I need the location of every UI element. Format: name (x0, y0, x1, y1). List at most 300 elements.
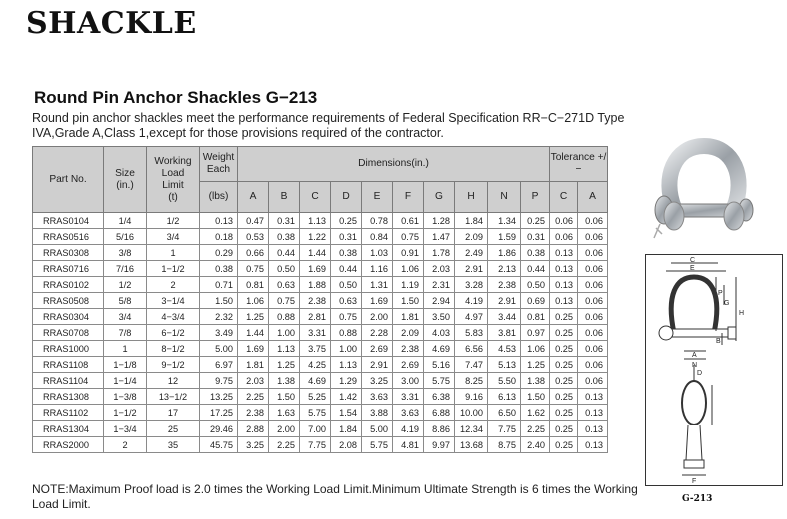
table-cell: 1.31 (362, 277, 393, 293)
table-cell: 0.31 (331, 229, 362, 245)
table-cell: 0.63 (331, 293, 362, 309)
table-cell: 1.44 (238, 325, 269, 341)
table-cell: 7.00 (300, 421, 331, 437)
table-cell: 0.06 (550, 229, 578, 245)
table-cell: 1.25 (238, 309, 269, 325)
col-dim: D (331, 182, 362, 213)
table-cell: 1.13 (331, 357, 362, 373)
table-cell: 0.75 (269, 293, 300, 309)
table-cell: 4.25 (300, 357, 331, 373)
table-cell: 9.16 (455, 389, 488, 405)
table-cell: 1.25 (521, 357, 550, 373)
drawing-pin (664, 329, 734, 337)
table-cell: 17.25 (200, 405, 238, 421)
table-cell: 0.06 (578, 245, 608, 261)
table-cell: 12.34 (455, 421, 488, 437)
col-tol: C (550, 182, 578, 213)
table-cell: 1.86 (488, 245, 521, 261)
col-wll (147, 147, 200, 213)
table-cell: 0.63 (269, 277, 300, 293)
table-cell: 0.06 (578, 277, 608, 293)
table-cell: 2.38 (488, 277, 521, 293)
col-dimensions: Dimensions(in.) (238, 147, 550, 182)
table-cell: 4.03 (424, 325, 455, 341)
table-cell: 0.06 (578, 309, 608, 325)
spec-table (32, 146, 608, 453)
table-cell: 6.56 (455, 341, 488, 357)
table-cell: 1.29 (331, 373, 362, 389)
col-dim: B (269, 182, 300, 213)
table-cell: 0.25 (550, 325, 578, 341)
table-cell: 1.13 (300, 213, 331, 229)
part-number-cell: RRAS0104 (33, 213, 104, 229)
table-cell: 1−1/8 (104, 357, 147, 373)
page-title: SHACKLE (26, 6, 197, 41)
table-cell: 3.63 (393, 405, 424, 421)
table-cell: 1/2 (104, 277, 147, 293)
intro-text: Round pin anchor shackles meet the performance requirements of Federal Specification RR−C−271D Type IVA,Grade A,Class 1,except for those provisions required of the contractor. (32, 111, 625, 140)
table-cell: 4.97 (455, 309, 488, 325)
table-cell: 0.38 (521, 245, 550, 261)
table-cell: 0.25 (550, 437, 578, 453)
table-cell: 2.09 (393, 325, 424, 341)
table-cell: 3.63 (362, 389, 393, 405)
table-cell: 6.38 (424, 389, 455, 405)
table-cell: 0.31 (521, 229, 550, 245)
table-cell: 29.46 (200, 421, 238, 437)
table-cell: 2.25 (521, 421, 550, 437)
table-cell: 2.00 (269, 421, 300, 437)
table-row (33, 213, 608, 229)
table-cell: 0.25 (550, 341, 578, 357)
drawing-label: A (692, 352, 697, 359)
table-cell: 1.03 (362, 245, 393, 261)
table-cell: 1.84 (455, 213, 488, 229)
table-cell: 1.16 (362, 261, 393, 277)
table-cell: 0.88 (269, 309, 300, 325)
part-number-cell: RRAS1108 (33, 357, 104, 373)
table-cell: 9−1/2 (147, 357, 200, 373)
table-cell: 25 (147, 421, 200, 437)
table-cell: 0.97 (521, 325, 550, 341)
table-cell: 1.13 (269, 341, 300, 357)
table-cell: 0.13 (550, 277, 578, 293)
table-cell: 0.44 (331, 261, 362, 277)
technical-drawing (645, 254, 783, 486)
drawing-label: B (716, 338, 721, 345)
table-cell: 10.00 (455, 405, 488, 421)
table-cell: 0.06 (578, 261, 608, 277)
table-cell: 4.19 (393, 421, 424, 437)
part-number-cell: RRAS0708 (33, 325, 104, 341)
table-cell: 2.91 (362, 357, 393, 373)
table-cell: 2 (104, 437, 147, 453)
part-number-cell: RRAS0516 (33, 229, 104, 245)
drawing-label: F (692, 478, 697, 485)
drawing-label: G (724, 300, 730, 307)
table-cell: 5.50 (488, 373, 521, 389)
table-cell: 2.08 (331, 437, 362, 453)
table-cell: 0.44 (521, 261, 550, 277)
table-row (33, 293, 608, 309)
table-cell: 2.00 (362, 309, 393, 325)
table-cell: 6.13 (488, 389, 521, 405)
table-cell: 0.06 (578, 357, 608, 373)
table-cell: 0.47 (238, 213, 269, 229)
col-size (104, 147, 147, 213)
table-cell: 4.19 (455, 293, 488, 309)
table-cell: 1.50 (269, 389, 300, 405)
drawing-label: E (690, 265, 695, 272)
note-text: NOTE:Maximum Proof load is 2.0 times the Working Load Limit.Minimum Ultimate Strength is 6 times the Working Load Limit. (32, 482, 638, 511)
table-cell: 0.06 (550, 213, 578, 229)
table-cell: 3/4 (104, 309, 147, 325)
table-cell: 0.25 (550, 405, 578, 421)
table-cell: 35 (147, 437, 200, 453)
table-cell: 7/8 (104, 325, 147, 341)
table-cell: 0.25 (550, 373, 578, 389)
table-cell: 0.88 (331, 325, 362, 341)
col-size-label: Size (115, 167, 135, 179)
table-cell: 2.13 (488, 261, 521, 277)
table-cell: 1.44 (300, 245, 331, 261)
table-cell: 0.44 (269, 245, 300, 261)
table-cell: 5/16 (104, 229, 147, 245)
table-cell: 13−1/2 (147, 389, 200, 405)
table-row (33, 245, 608, 261)
table-cell: 0.25 (550, 389, 578, 405)
table-cell: 1.06 (521, 341, 550, 357)
table-cell: 1.06 (393, 261, 424, 277)
table-cell: 2.38 (238, 405, 269, 421)
table-cell: 2.88 (238, 421, 269, 437)
col-dim: C (300, 182, 331, 213)
table-cell: 5.75 (362, 437, 393, 453)
table-cell: 5.16 (424, 357, 455, 373)
table-cell: 1.00 (269, 325, 300, 341)
table-cell: 5.00 (200, 341, 238, 357)
table-cell: 3.31 (393, 389, 424, 405)
table-cell: 1.22 (300, 229, 331, 245)
table-cell: 4−3/4 (147, 309, 200, 325)
table-cell: 7.75 (300, 437, 331, 453)
table-cell: 8−1/2 (147, 341, 200, 357)
table-cell: 1.47 (424, 229, 455, 245)
table-cell: 1.81 (393, 309, 424, 325)
table-cell: 0.38 (200, 261, 238, 277)
table-cell: 0.18 (200, 229, 238, 245)
part-number-cell: RRAS0102 (33, 277, 104, 293)
table-cell: 1−1/2 (104, 405, 147, 421)
table-cell: 2.69 (362, 341, 393, 357)
table-cell: 1.50 (521, 389, 550, 405)
table-cell: 1−3/4 (104, 421, 147, 437)
col-dim: F (393, 182, 424, 213)
table-cell: 0.50 (269, 261, 300, 277)
table-cell: 5.75 (424, 373, 455, 389)
col-dim: N (488, 182, 521, 213)
table-cell: 3.81 (488, 325, 521, 341)
part-number-cell: RRAS0304 (33, 309, 104, 325)
table-cell: 1.78 (424, 245, 455, 261)
table-cell: 0.29 (200, 245, 238, 261)
part-number-cell: RRAS0508 (33, 293, 104, 309)
table-cell: 2.09 (455, 229, 488, 245)
table-cell: 3.75 (300, 341, 331, 357)
table-cell: 0.91 (393, 245, 424, 261)
table-cell: 0.06 (578, 229, 608, 245)
spec-table-body (33, 213, 608, 453)
table-cell: 2.91 (488, 293, 521, 309)
col-wll-line2: Load (161, 167, 185, 179)
table-cell: 0.13 (578, 389, 608, 405)
table-cell: 0.13 (578, 421, 608, 437)
table-cell: 6.88 (424, 405, 455, 421)
table-cell: 2 (147, 277, 200, 293)
table-cell: 1.88 (300, 277, 331, 293)
table-cell: 3.00 (393, 373, 424, 389)
table-cell: 0.25 (550, 309, 578, 325)
table-cell: 3.25 (362, 373, 393, 389)
table-row (33, 341, 608, 357)
table-cell: 0.50 (331, 277, 362, 293)
table-cell: 1/2 (147, 213, 200, 229)
table-row (33, 309, 608, 325)
table-cell: 0.61 (393, 213, 424, 229)
table-cell: 0.31 (269, 213, 300, 229)
table-cell: 5.13 (488, 357, 521, 373)
table-cell: 3/8 (104, 245, 147, 261)
table-cell: 13.68 (455, 437, 488, 453)
drawing-label: D (697, 370, 703, 377)
part-number-cell: RRAS1000 (33, 341, 104, 357)
table-cell: 7/16 (104, 261, 147, 277)
table-cell: 1.42 (331, 389, 362, 405)
col-weight: Weight Each (200, 147, 238, 182)
table-cell: 2.28 (362, 325, 393, 341)
table-cell: 1.38 (269, 373, 300, 389)
table-cell: 1.69 (300, 261, 331, 277)
table-cell: 7.75 (488, 421, 521, 437)
table-cell: 2.03 (424, 261, 455, 277)
col-dim: E (362, 182, 393, 213)
table-cell: 1.54 (331, 405, 362, 421)
table-cell: 4.53 (488, 341, 521, 357)
table-cell: 4.69 (424, 341, 455, 357)
part-number-cell: RRAS0308 (33, 245, 104, 261)
col-tolerance: Tolerance +/− (550, 147, 608, 182)
table-cell: 2.31 (424, 277, 455, 293)
table-cell: 1.50 (393, 293, 424, 309)
table-cell: 1−3/8 (104, 389, 147, 405)
part-number-cell: RRAS0716 (33, 261, 104, 277)
col-wll-line1: Working (154, 155, 192, 167)
table-cell: 1/4 (104, 213, 147, 229)
table-cell: 17 (147, 405, 200, 421)
table-cell: 6.97 (200, 357, 238, 373)
table-cell: 1−1/2 (147, 261, 200, 277)
table-cell: 2.38 (393, 341, 424, 357)
table-cell: 13.25 (200, 389, 238, 405)
table-cell: 0.13 (550, 261, 578, 277)
part-number-cell: RRAS1304 (33, 421, 104, 437)
table-cell: 5.75 (300, 405, 331, 421)
table-row (33, 261, 608, 277)
table-cell: 2.25 (238, 389, 269, 405)
table-row (33, 277, 608, 293)
table-cell: 3/4 (147, 229, 200, 245)
table-cell: 45.75 (200, 437, 238, 453)
table-cell: 0.25 (550, 357, 578, 373)
drawing-label: P (718, 290, 723, 297)
table-cell: 0.75 (331, 309, 362, 325)
table-row (33, 405, 608, 421)
table-cell: 2.40 (521, 437, 550, 453)
table-cell: 0.13 (578, 437, 608, 453)
drawing-side-eye (682, 381, 706, 425)
drawing-label: C (690, 257, 696, 264)
table-cell: 9.97 (424, 437, 455, 453)
table-cell: 4.81 (393, 437, 424, 453)
table-cell: 1.62 (521, 405, 550, 421)
table-cell: 8.25 (455, 373, 488, 389)
table-cell: 2.91 (455, 261, 488, 277)
table-cell: 2.03 (238, 373, 269, 389)
section-heading: Round Pin Anchor Shackles G−213 (34, 88, 318, 107)
table-cell: 0.53 (238, 229, 269, 245)
part-number-cell: RRAS2000 (33, 437, 104, 453)
table-cell: 1.81 (238, 357, 269, 373)
table-cell: 1.50 (200, 293, 238, 309)
table-cell: 2.32 (200, 309, 238, 325)
table-cell: 7.47 (455, 357, 488, 373)
col-weight-unit: (lbs) (200, 182, 238, 213)
table-cell: 6−1/2 (147, 325, 200, 341)
drawing-label: H (739, 310, 745, 317)
table-cell: 1.28 (424, 213, 455, 229)
table-cell: 9.75 (200, 373, 238, 389)
table-cell: 0.25 (521, 213, 550, 229)
table-cell: 0.71 (200, 277, 238, 293)
table-cell: 0.25 (331, 213, 362, 229)
table-cell: 3.28 (455, 277, 488, 293)
table-cell: 0.69 (521, 293, 550, 309)
table-cell: 1.00 (331, 341, 362, 357)
col-size-unit: (in.) (116, 179, 134, 191)
table-cell: 2.49 (455, 245, 488, 261)
table-cell: 0.13 (550, 293, 578, 309)
table-row (33, 389, 608, 405)
table-cell: 5/8 (104, 293, 147, 309)
table-row (33, 421, 608, 437)
table-cell: 4.69 (300, 373, 331, 389)
table-cell: 5.25 (300, 389, 331, 405)
drawing-caption: G-213 (682, 494, 713, 504)
table-cell: 0.66 (238, 245, 269, 261)
col-dim: H (455, 182, 488, 213)
table-cell: 8.75 (488, 437, 521, 453)
table-cell: 0.06 (578, 293, 608, 309)
table-cell: 3.25 (238, 437, 269, 453)
table-cell: 0.06 (578, 325, 608, 341)
table-cell: 0.13 (550, 245, 578, 261)
table-cell: 2.81 (300, 309, 331, 325)
table-cell: 0.06 (578, 341, 608, 357)
table-row (33, 325, 608, 341)
table-cell: 2.94 (424, 293, 455, 309)
col-tol: A (578, 182, 608, 213)
col-dim: A (238, 182, 269, 213)
table-row (33, 357, 608, 373)
table-cell: 12 (147, 373, 200, 389)
table-cell: 1.59 (488, 229, 521, 245)
table-cell: 3−1/4 (147, 293, 200, 309)
table-cell: 0.06 (578, 373, 608, 389)
table-cell: 0.50 (521, 277, 550, 293)
part-number-cell: RRAS1104 (33, 373, 104, 389)
table-cell: 0.25 (550, 421, 578, 437)
table-cell: 0.38 (269, 229, 300, 245)
table-cell: 0.81 (521, 309, 550, 325)
table-cell: 1.34 (488, 213, 521, 229)
table-cell: 1 (147, 245, 200, 261)
shackle-photo (644, 138, 764, 248)
col-dim: P (521, 182, 550, 213)
col-wll-line3: Limit (162, 179, 184, 191)
table-cell: 0.13 (200, 213, 238, 229)
table-cell: 2.69 (393, 357, 424, 373)
table-cell: 1.06 (238, 293, 269, 309)
table-cell: 0.75 (238, 261, 269, 277)
table-cell: 2.25 (269, 437, 300, 453)
drawing-label: N (692, 362, 698, 369)
table-cell: 2.38 (300, 293, 331, 309)
table-cell: 6.50 (488, 405, 521, 421)
table-cell: 3.88 (362, 405, 393, 421)
table-cell: 1.69 (238, 341, 269, 357)
technical-drawing-svg (646, 255, 782, 485)
table-cell: 0.38 (331, 245, 362, 261)
table-cell: 1−1/4 (104, 373, 147, 389)
table-cell: 5.83 (455, 325, 488, 341)
drawing-bow (671, 277, 717, 333)
table-cell: 0.84 (362, 229, 393, 245)
table-cell: 0.06 (578, 213, 608, 229)
shackle-bow (669, 146, 738, 208)
table-cell: 0.13 (578, 405, 608, 421)
table-row (33, 229, 608, 245)
table-cell: 1.84 (331, 421, 362, 437)
table-row (33, 437, 608, 453)
table-cell: 3.44 (488, 309, 521, 325)
table-cell: 0.78 (362, 213, 393, 229)
col-dim: G (424, 182, 455, 213)
table-cell: 0.75 (393, 229, 424, 245)
part-number-cell: RRAS1308 (33, 389, 104, 405)
part-number-cell: RRAS1102 (33, 405, 104, 421)
col-part-no: Part No. (33, 147, 104, 213)
table-row (33, 373, 608, 389)
col-wll-unit: (t) (168, 191, 178, 203)
table-cell: 8.86 (424, 421, 455, 437)
table-cell: 1.19 (393, 277, 424, 293)
table-cell: 1.38 (521, 373, 550, 389)
table-cell: 1 (104, 341, 147, 357)
table-cell: 1.69 (362, 293, 393, 309)
table-cell: 1.63 (269, 405, 300, 421)
table-cell: 3.31 (300, 325, 331, 341)
table-cell: 3.50 (424, 309, 455, 325)
